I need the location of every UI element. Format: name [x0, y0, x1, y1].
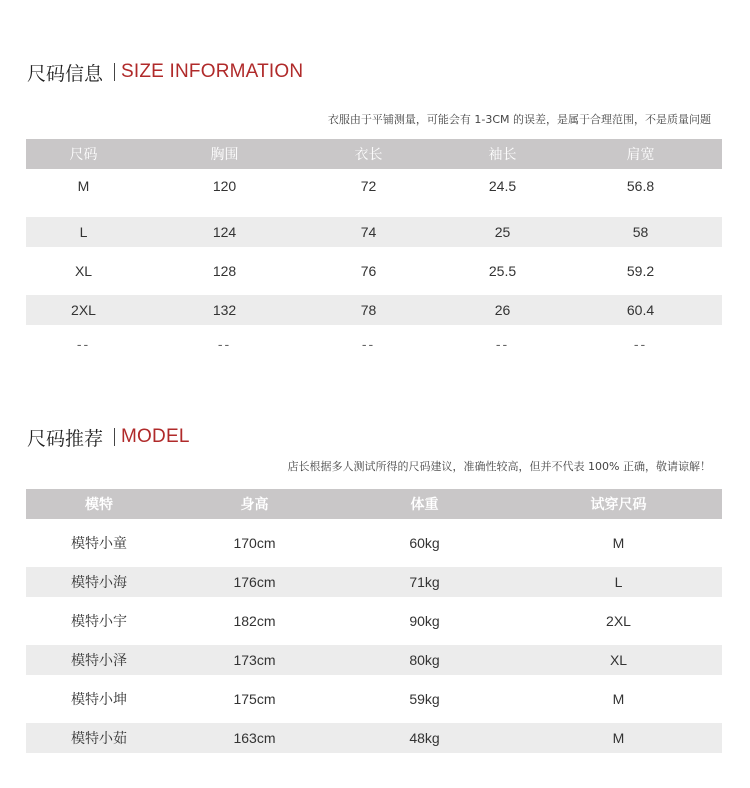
header-cell: 胸围 — [210, 147, 239, 163]
model-section-title — [27, 424, 190, 450]
table-row — [26, 567, 722, 597]
table-cell: -- — [633, 336, 648, 352]
table-cell: 60kg — [409, 535, 440, 551]
table-cell: 模特小童 — [71, 535, 127, 551]
header-cell: 尺码 — [69, 147, 98, 163]
table-cell: XL — [74, 263, 93, 279]
table-cell: 175cm — [233, 691, 276, 707]
title-divider — [114, 428, 115, 446]
table-cell: 58 — [632, 224, 649, 240]
table-cell: L — [79, 224, 88, 240]
size-title-en: SIZE INFORMATION — [121, 61, 304, 82]
model-table-header — [26, 489, 722, 519]
table-cell: -- — [495, 336, 510, 352]
table-cell: 25 — [494, 224, 511, 240]
table-cell: 182cm — [233, 613, 276, 629]
table-cell: 120 — [212, 177, 237, 194]
table-cell: 163cm — [233, 730, 276, 746]
table-cell: 24.5 — [488, 177, 517, 194]
size-table — [26, 139, 722, 363]
table-cell: 76 — [360, 263, 377, 279]
table-row — [26, 169, 722, 202]
table-cell: 60.4 — [626, 302, 655, 318]
table-row — [26, 295, 722, 325]
table-cell: -- — [361, 336, 376, 352]
table-cell: L — [614, 574, 623, 590]
header-cell: 试穿尺码 — [590, 497, 647, 513]
table-cell: 模特小茹 — [71, 730, 127, 746]
table-cell: 59kg — [409, 691, 440, 707]
table-cell: -- — [217, 336, 232, 352]
table-cell: 128 — [212, 263, 237, 279]
table-row — [26, 723, 722, 753]
table-row — [26, 519, 722, 567]
table-cell: 模特小宇 — [71, 613, 127, 629]
table-cell: 170cm — [233, 535, 276, 551]
table-cell: 59.2 — [626, 263, 655, 279]
title-divider — [114, 63, 115, 81]
header-cell: 衣长 — [354, 147, 383, 163]
table-cell: M — [612, 535, 625, 551]
table-cell: 78 — [360, 302, 377, 318]
table-cell: 71kg — [409, 574, 440, 590]
table-cell: 2XL — [606, 613, 631, 629]
table-cell: 模特小海 — [71, 574, 127, 590]
model-title-cn: 尺码推荐 — [27, 427, 104, 450]
table-cell: 模特小泽 — [71, 652, 127, 668]
table-cell: 80kg — [409, 652, 440, 668]
table-row — [26, 675, 722, 723]
model-title-en: MODEL — [121, 426, 190, 447]
size-section-title — [27, 59, 303, 85]
table-row — [26, 645, 722, 675]
header-cell: 袖长 — [488, 147, 517, 163]
table-cell: 74 — [360, 224, 377, 240]
table-row — [26, 597, 722, 645]
table-cell: 173cm — [233, 652, 276, 668]
table-row — [26, 325, 722, 363]
header-cell: 肩宽 — [626, 147, 655, 163]
table-cell: M — [77, 177, 90, 194]
model-table — [26, 489, 722, 753]
header-cell: 身高 — [240, 497, 269, 513]
table-cell: 26 — [494, 302, 511, 318]
table-cell: 72 — [360, 177, 377, 194]
table-cell: 124 — [212, 224, 237, 240]
table-cell: 48kg — [409, 730, 440, 746]
table-cell: 2XL — [71, 302, 96, 318]
table-cell: M — [612, 730, 625, 746]
table-cell: 90kg — [409, 613, 440, 629]
size-title-cn: 尺码信息 — [27, 62, 104, 85]
size-note: 衣服由于平铺测量，可能会有 1-3CM 的误差，是属于合理范围，不是质量问题 — [327, 113, 711, 126]
header-cell: 模特 — [85, 497, 113, 513]
header-cell: 体重 — [410, 497, 439, 513]
size-table-header — [26, 139, 722, 169]
table-cell: -- — [76, 336, 91, 352]
table-cell: XL — [609, 652, 628, 668]
table-cell: M — [612, 691, 625, 707]
table-cell: 25.5 — [488, 263, 517, 279]
table-cell: 模特小坤 — [71, 691, 127, 707]
model-note: 店长根据多人测试所得的尺码建议，准确性较高，但并不代表 100% 正确，敬请谅解！ — [287, 460, 711, 473]
row-gap — [26, 202, 722, 217]
table-cell: 56.8 — [626, 177, 655, 194]
table-row — [26, 247, 722, 295]
table-row — [26, 217, 722, 247]
table-cell: 176cm — [233, 574, 276, 590]
table-cell: 132 — [212, 302, 237, 318]
